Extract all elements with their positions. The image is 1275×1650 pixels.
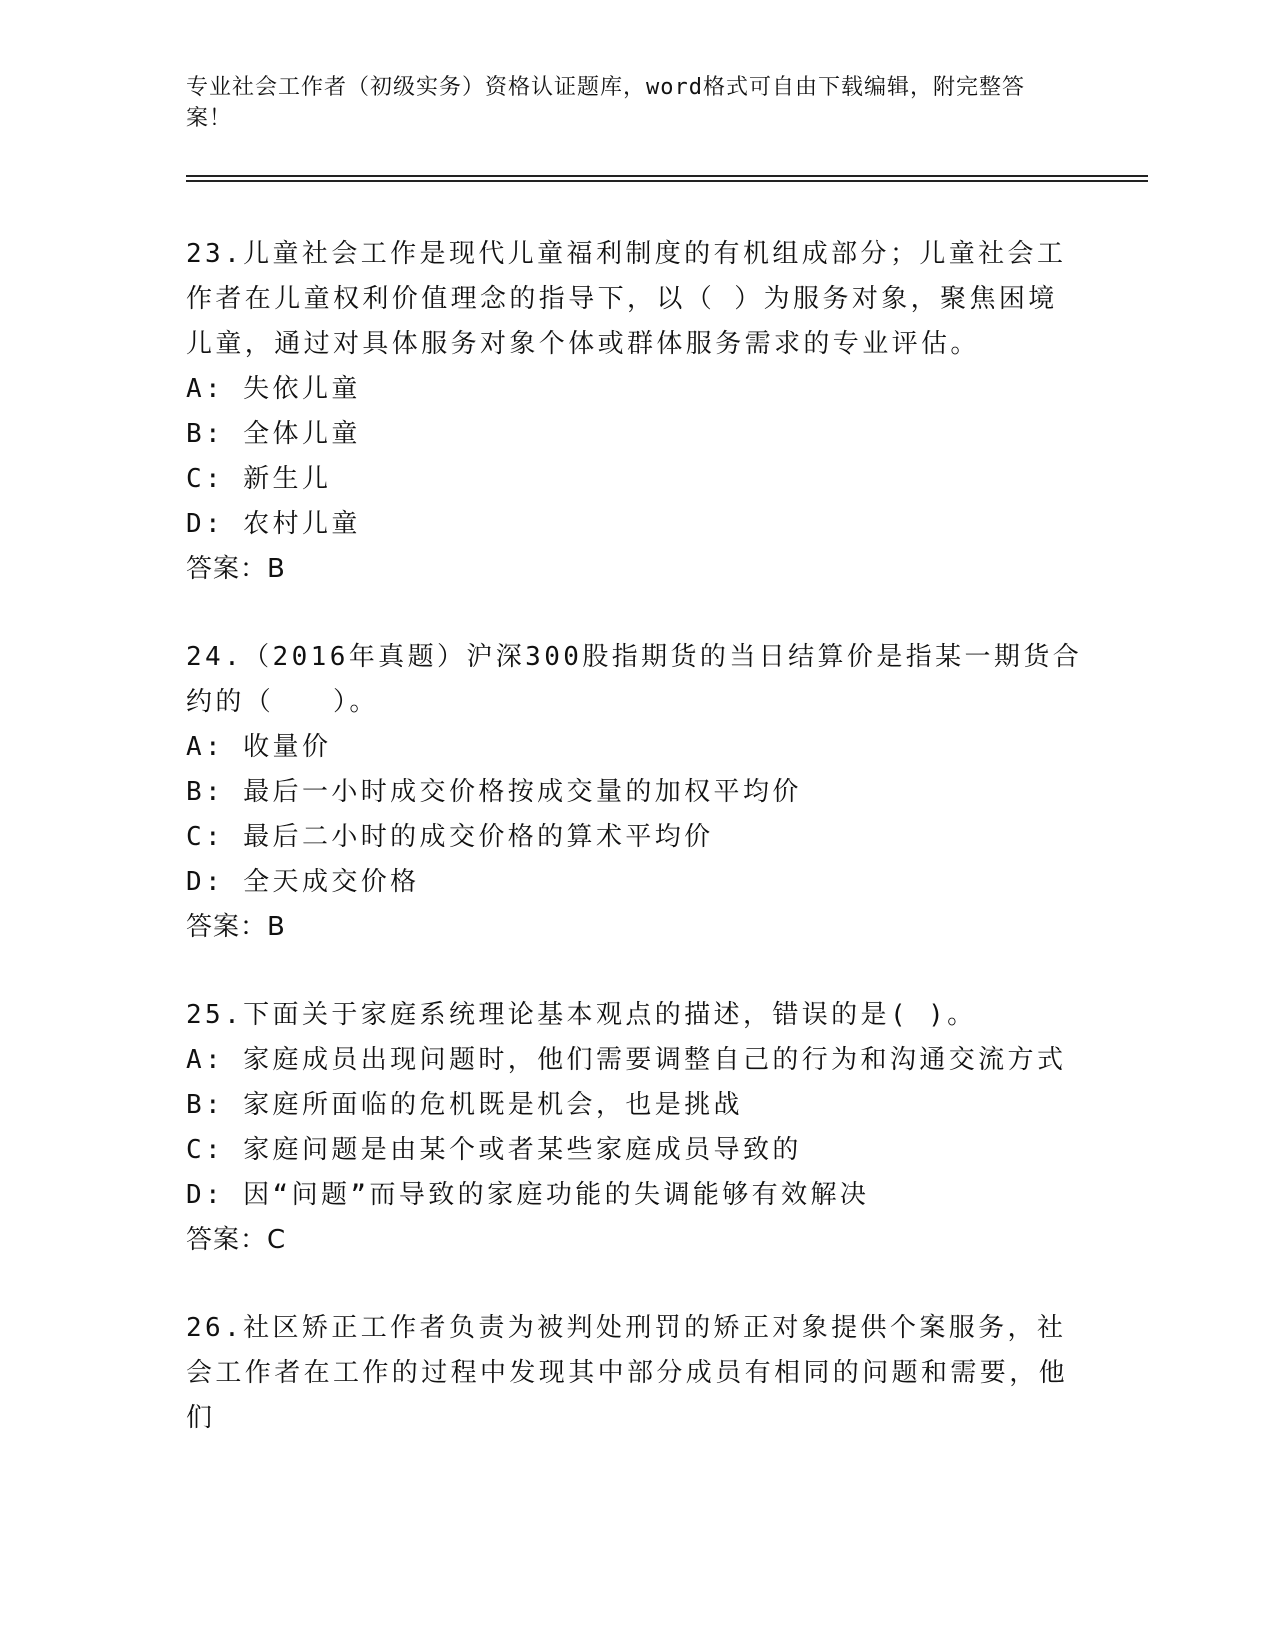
question-stem: 24.（2016年真题）沪深300股指期货的当日结算价是指某一期货合约的（ ）。	[186, 642, 1083, 717]
header-rule-bottom	[186, 180, 1148, 182]
question-stem: 23.儿童社会工作是现代儿童福利制度的有机组成部分；儿童社会工作者在儿童权利价值理念的指导下，以（ ）为服务对象，聚焦困境儿童，通过对具体服务对象个体或群体服务需求的专业评估。	[186, 239, 1067, 359]
option-d: D: 因“问题”而导致的家庭功能的失调能够有效解决	[186, 1180, 870, 1210]
option-a: A: 家庭成员出现问题时，他们需要调整自己的行为和沟通交流方式	[186, 1045, 1067, 1075]
question-23	[186, 232, 1086, 592]
question-26	[186, 1306, 1086, 1441]
option-b: B: 最后一小时成交价格按成交量的加权平均价	[186, 777, 802, 807]
page-header: 专业社会工作者（初级实务）资格认证题库，word格式可自由下载编辑，附完整答案！	[186, 75, 1025, 131]
option-a: A: 收量价	[186, 732, 332, 762]
answer-line: 答案：C	[186, 1225, 287, 1255]
option-b: B: 家庭所面临的危机既是机会，也是挑战	[186, 1090, 743, 1120]
question-stem: 25.下面关于家庭系统理论基本观点的描述，错误的是( )。	[186, 1000, 977, 1030]
option-c: C: 家庭问题是由某个或者某些家庭成员导致的	[186, 1135, 802, 1165]
option-d: D: 农村儿童	[186, 509, 361, 539]
header-rule-top	[186, 175, 1148, 177]
question-25	[186, 993, 1086, 1263]
option-c: C: 最后二小时的成交价格的算术平均价	[186, 822, 714, 852]
option-a: A: 失依儿童	[186, 374, 361, 404]
option-b: B: 全体儿童	[186, 419, 361, 449]
option-c: C: 新生儿	[186, 464, 332, 494]
answer-line: 答案：B	[186, 554, 286, 584]
question-24	[186, 635, 1086, 950]
answer-line: 答案：B	[186, 912, 286, 942]
question-list	[186, 232, 1086, 1484]
option-d: D: 全天成交价格	[186, 867, 420, 897]
question-stem: 26.社区矫正工作者负责为被判处刑罚的矫正对象提供个案服务，社会工作者在工作的过程中发现其中部分成员有相同的问题和需要，他们	[186, 1313, 1069, 1433]
